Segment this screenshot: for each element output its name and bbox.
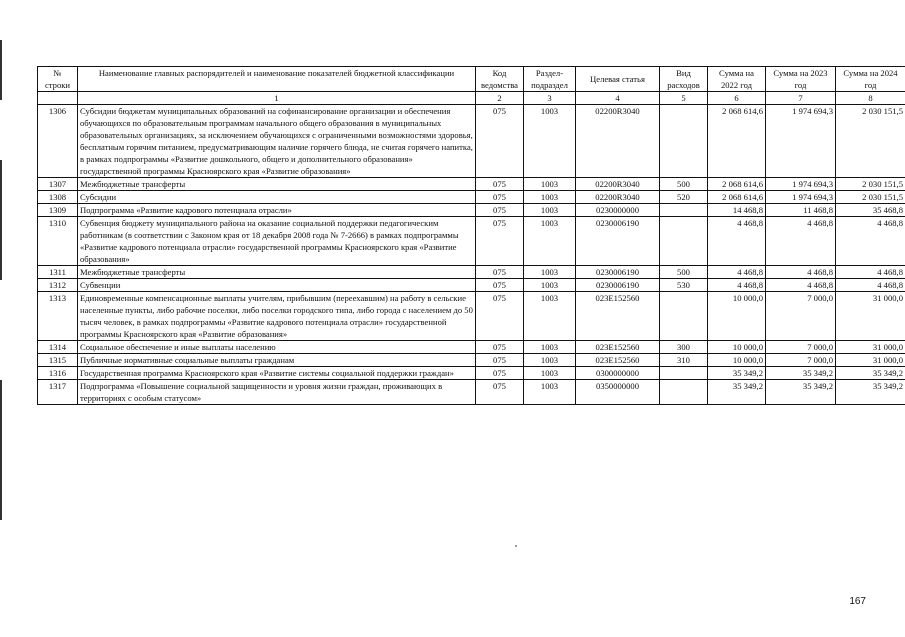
- table-row: [38, 341, 905, 354]
- row-target-article: 02200R3040: [576, 178, 660, 191]
- row-section: 1003: [524, 178, 576, 191]
- scan-edge-mark: [0, 40, 2, 100]
- row-sum-2022: 2 068 614,6: [708, 178, 766, 191]
- row-sum-2022: 10 000,0: [708, 341, 766, 354]
- header-sum-2023: Сумма на 2023 год: [766, 67, 836, 92]
- row-name: Государственная программа Красноярского края «Развитие системы социальной поддержки граждан»: [78, 367, 476, 380]
- column-number: 6: [708, 92, 766, 105]
- row-target-article: 02200R3040: [576, 105, 660, 178]
- row-name: Субсидии: [78, 191, 476, 204]
- row-sum-2024: 35 349,2: [836, 367, 905, 380]
- row-sum-2024: 31 000,0: [836, 354, 905, 367]
- header-row-number: № строки: [38, 67, 78, 92]
- row-sum-2022: 35 349,2: [708, 367, 766, 380]
- row-section: 1003: [524, 367, 576, 380]
- row-sum-2023: 4 468,8: [766, 217, 836, 266]
- row-sum-2022: 2 068 614,6: [708, 191, 766, 204]
- row-sum-2023: 7 000,0: [766, 354, 836, 367]
- row-sum-2024: 35 468,8: [836, 204, 905, 217]
- row-number: 1311: [38, 266, 78, 279]
- column-number: 8: [836, 92, 905, 105]
- row-sum-2023: 4 468,8: [766, 279, 836, 292]
- table-row: [38, 204, 905, 217]
- row-expense-type: [660, 367, 708, 380]
- row-sum-2024: 2 030 151,5: [836, 105, 905, 178]
- row-sum-2022: 4 468,8: [708, 266, 766, 279]
- row-sum-2023: 1 974 694,3: [766, 191, 836, 204]
- row-target-article: 0350000000: [576, 380, 660, 405]
- header-section: Раздел-подраздел: [524, 67, 576, 92]
- table-row: [38, 279, 905, 292]
- scan-edge-mark: [0, 160, 2, 280]
- row-dept-code: 075: [476, 217, 524, 266]
- table-row: [38, 292, 905, 341]
- row-expense-type: 300: [660, 341, 708, 354]
- row-name: Субсидии бюджетам муниципальных образований на софинансирование организации и обеспечения обучающихся по образовательным программам начального общего образования в муниципальных образовательных организациях, за исключением обучающихся с ограниченными возможностями здоровья, бесплатным горячим питанием, предусматривающим наличие горячего блюда, не считая горячего напитка, в рамках подпрограммы «Развитие дошкольного, общего и дополнительного образования» государственной программы Красноярского края «Развитие образования»: [78, 105, 476, 178]
- row-target-article: 0230006190: [576, 266, 660, 279]
- row-name: Межбюджетные трансферты: [78, 266, 476, 279]
- row-sum-2023: 35 349,2: [766, 380, 836, 405]
- row-sum-2022: 4 468,8: [708, 217, 766, 266]
- row-dept-code: 075: [476, 204, 524, 217]
- row-target-article: 0230000000: [576, 204, 660, 217]
- row-target-article: 0230006190: [576, 217, 660, 266]
- header-dept-code: Код ведомства: [476, 67, 524, 92]
- column-number: 4: [576, 92, 660, 105]
- row-dept-code: 075: [476, 341, 524, 354]
- row-section: 1003: [524, 217, 576, 266]
- scan-edge-mark: [0, 380, 2, 520]
- row-sum-2023: 4 468,8: [766, 266, 836, 279]
- row-sum-2023: 1 974 694,3: [766, 105, 836, 178]
- row-target-article: 0300000000: [576, 367, 660, 380]
- table-body: [38, 105, 905, 405]
- row-section: 1003: [524, 354, 576, 367]
- column-number: 5: [660, 92, 708, 105]
- row-sum-2024: 4 468,8: [836, 279, 905, 292]
- row-section: 1003: [524, 380, 576, 405]
- row-expense-type: 500: [660, 266, 708, 279]
- header-row: [38, 67, 905, 92]
- row-sum-2024: 4 468,8: [836, 217, 905, 266]
- row-section: 1003: [524, 292, 576, 341]
- row-sum-2022: 35 349,2: [708, 380, 766, 405]
- row-dept-code: 075: [476, 191, 524, 204]
- table-row: [38, 367, 905, 380]
- row-name: Подпрограмма «Развитие кадрового потенциала отрасли»: [78, 204, 476, 217]
- row-expense-type: 310: [660, 354, 708, 367]
- row-section: 1003: [524, 341, 576, 354]
- row-dept-code: 075: [476, 292, 524, 341]
- budget-table: [37, 66, 905, 405]
- row-target-article: 0230006190: [576, 279, 660, 292]
- table-row: [38, 354, 905, 367]
- row-name: Субвенция бюджету муниципального района на оказание социальной поддержки педагогическим работникам (в соответствии с Законом края от 18 декабря 2008 года № 7-2666) в рамках подпрограммы «Развитие кадрового потенциала отрасли» государственной программы Красноярского края «Развитие образования»: [78, 217, 476, 266]
- header-expense-type: Вид расходов: [660, 67, 708, 92]
- row-expense-type: [660, 105, 708, 178]
- column-number: 2: [476, 92, 524, 105]
- row-section: 1003: [524, 279, 576, 292]
- row-dept-code: 075: [476, 380, 524, 405]
- row-expense-type: 520: [660, 191, 708, 204]
- row-sum-2024: 31 000,0: [836, 292, 905, 341]
- row-expense-type: 500: [660, 178, 708, 191]
- row-target-article: 023E152560: [576, 354, 660, 367]
- row-number: 1306: [38, 105, 78, 178]
- page-number: 167: [849, 596, 866, 607]
- row-number: 1308: [38, 191, 78, 204]
- header-sum-2022: Сумма на 2022 год: [708, 67, 766, 92]
- row-number: 1310: [38, 217, 78, 266]
- header-name: Наименование главных распорядителей и наименование показателей бюджетной классификации: [78, 67, 476, 92]
- row-sum-2024: 2 030 151,5: [836, 178, 905, 191]
- row-number: 1315: [38, 354, 78, 367]
- row-sum-2023: 35 349,2: [766, 367, 836, 380]
- column-number: 3: [524, 92, 576, 105]
- row-number: 1307: [38, 178, 78, 191]
- row-number: 1309: [38, 204, 78, 217]
- scan-speck: [515, 545, 517, 547]
- header-sum-2024: Сумма на 2024 год: [836, 67, 905, 92]
- table-row: [38, 105, 905, 178]
- table-row: [38, 191, 905, 204]
- row-section: 1003: [524, 204, 576, 217]
- row-number: 1312: [38, 279, 78, 292]
- row-target-article: 02200R3040: [576, 191, 660, 204]
- row-sum-2022: 2 068 614,6: [708, 105, 766, 178]
- row-sum-2024: 31 000,0: [836, 341, 905, 354]
- row-sum-2024: 2 030 151,5: [836, 191, 905, 204]
- header-target-article: Целевая статья: [576, 67, 660, 92]
- row-section: 1003: [524, 105, 576, 178]
- row-sum-2023: 11 468,8: [766, 204, 836, 217]
- row-name: Субвенции: [78, 279, 476, 292]
- row-expense-type: [660, 380, 708, 405]
- row-expense-type: [660, 292, 708, 341]
- row-section: 1003: [524, 191, 576, 204]
- row-number: 1314: [38, 341, 78, 354]
- row-name: Подпрограмма «Повышение социальной защищенности и уровня жизни граждан, проживающих в территориях с особым статусом»: [78, 380, 476, 405]
- row-sum-2024: 4 468,8: [836, 266, 905, 279]
- row-dept-code: 075: [476, 367, 524, 380]
- table-row: [38, 380, 905, 405]
- row-section: 1003: [524, 266, 576, 279]
- row-sum-2022: 10 000,0: [708, 354, 766, 367]
- row-number: 1317: [38, 380, 78, 405]
- row-target-article: 023E152560: [576, 292, 660, 341]
- table-row: [38, 217, 905, 266]
- row-sum-2023: 7 000,0: [766, 341, 836, 354]
- row-dept-code: 075: [476, 266, 524, 279]
- row-dept-code: 075: [476, 279, 524, 292]
- column-number-row: [38, 92, 905, 105]
- row-dept-code: 075: [476, 105, 524, 178]
- row-number: 1313: [38, 292, 78, 341]
- row-expense-type: 530: [660, 279, 708, 292]
- row-sum-2022: 14 468,8: [708, 204, 766, 217]
- row-dept-code: 075: [476, 354, 524, 367]
- row-number: 1316: [38, 367, 78, 380]
- row-dept-code: 075: [476, 178, 524, 191]
- row-expense-type: [660, 217, 708, 266]
- row-sum-2022: 4 468,8: [708, 279, 766, 292]
- column-number: 7: [766, 92, 836, 105]
- row-name: Межбюджетные трансферты: [78, 178, 476, 191]
- row-target-article: 023E152560: [576, 341, 660, 354]
- table-row: [38, 266, 905, 279]
- row-expense-type: [660, 204, 708, 217]
- row-sum-2023: 1 974 694,3: [766, 178, 836, 191]
- column-number: [38, 92, 78, 105]
- column-number: 1: [78, 92, 476, 105]
- row-name: Публичные нормативные социальные выплаты гражданам: [78, 354, 476, 367]
- row-sum-2024: 35 349,2: [836, 380, 905, 405]
- row-name: Единовременные компенсационные выплаты учителям, прибывшим (переехавшим) на работу в сельские населенные пункты, либо рабочие поселки, либо поселки городского типа, либо города с населением до 50 тысяч человек, в рамках подпрограммы «Развитие кадрового потенциала отрасли» государственной программы Красноярского края «Развитие образования»: [78, 292, 476, 341]
- row-sum-2022: 10 000,0: [708, 292, 766, 341]
- row-sum-2023: 7 000,0: [766, 292, 836, 341]
- row-name: Социальное обеспечение и иные выплаты населению: [78, 341, 476, 354]
- table-row: [38, 178, 905, 191]
